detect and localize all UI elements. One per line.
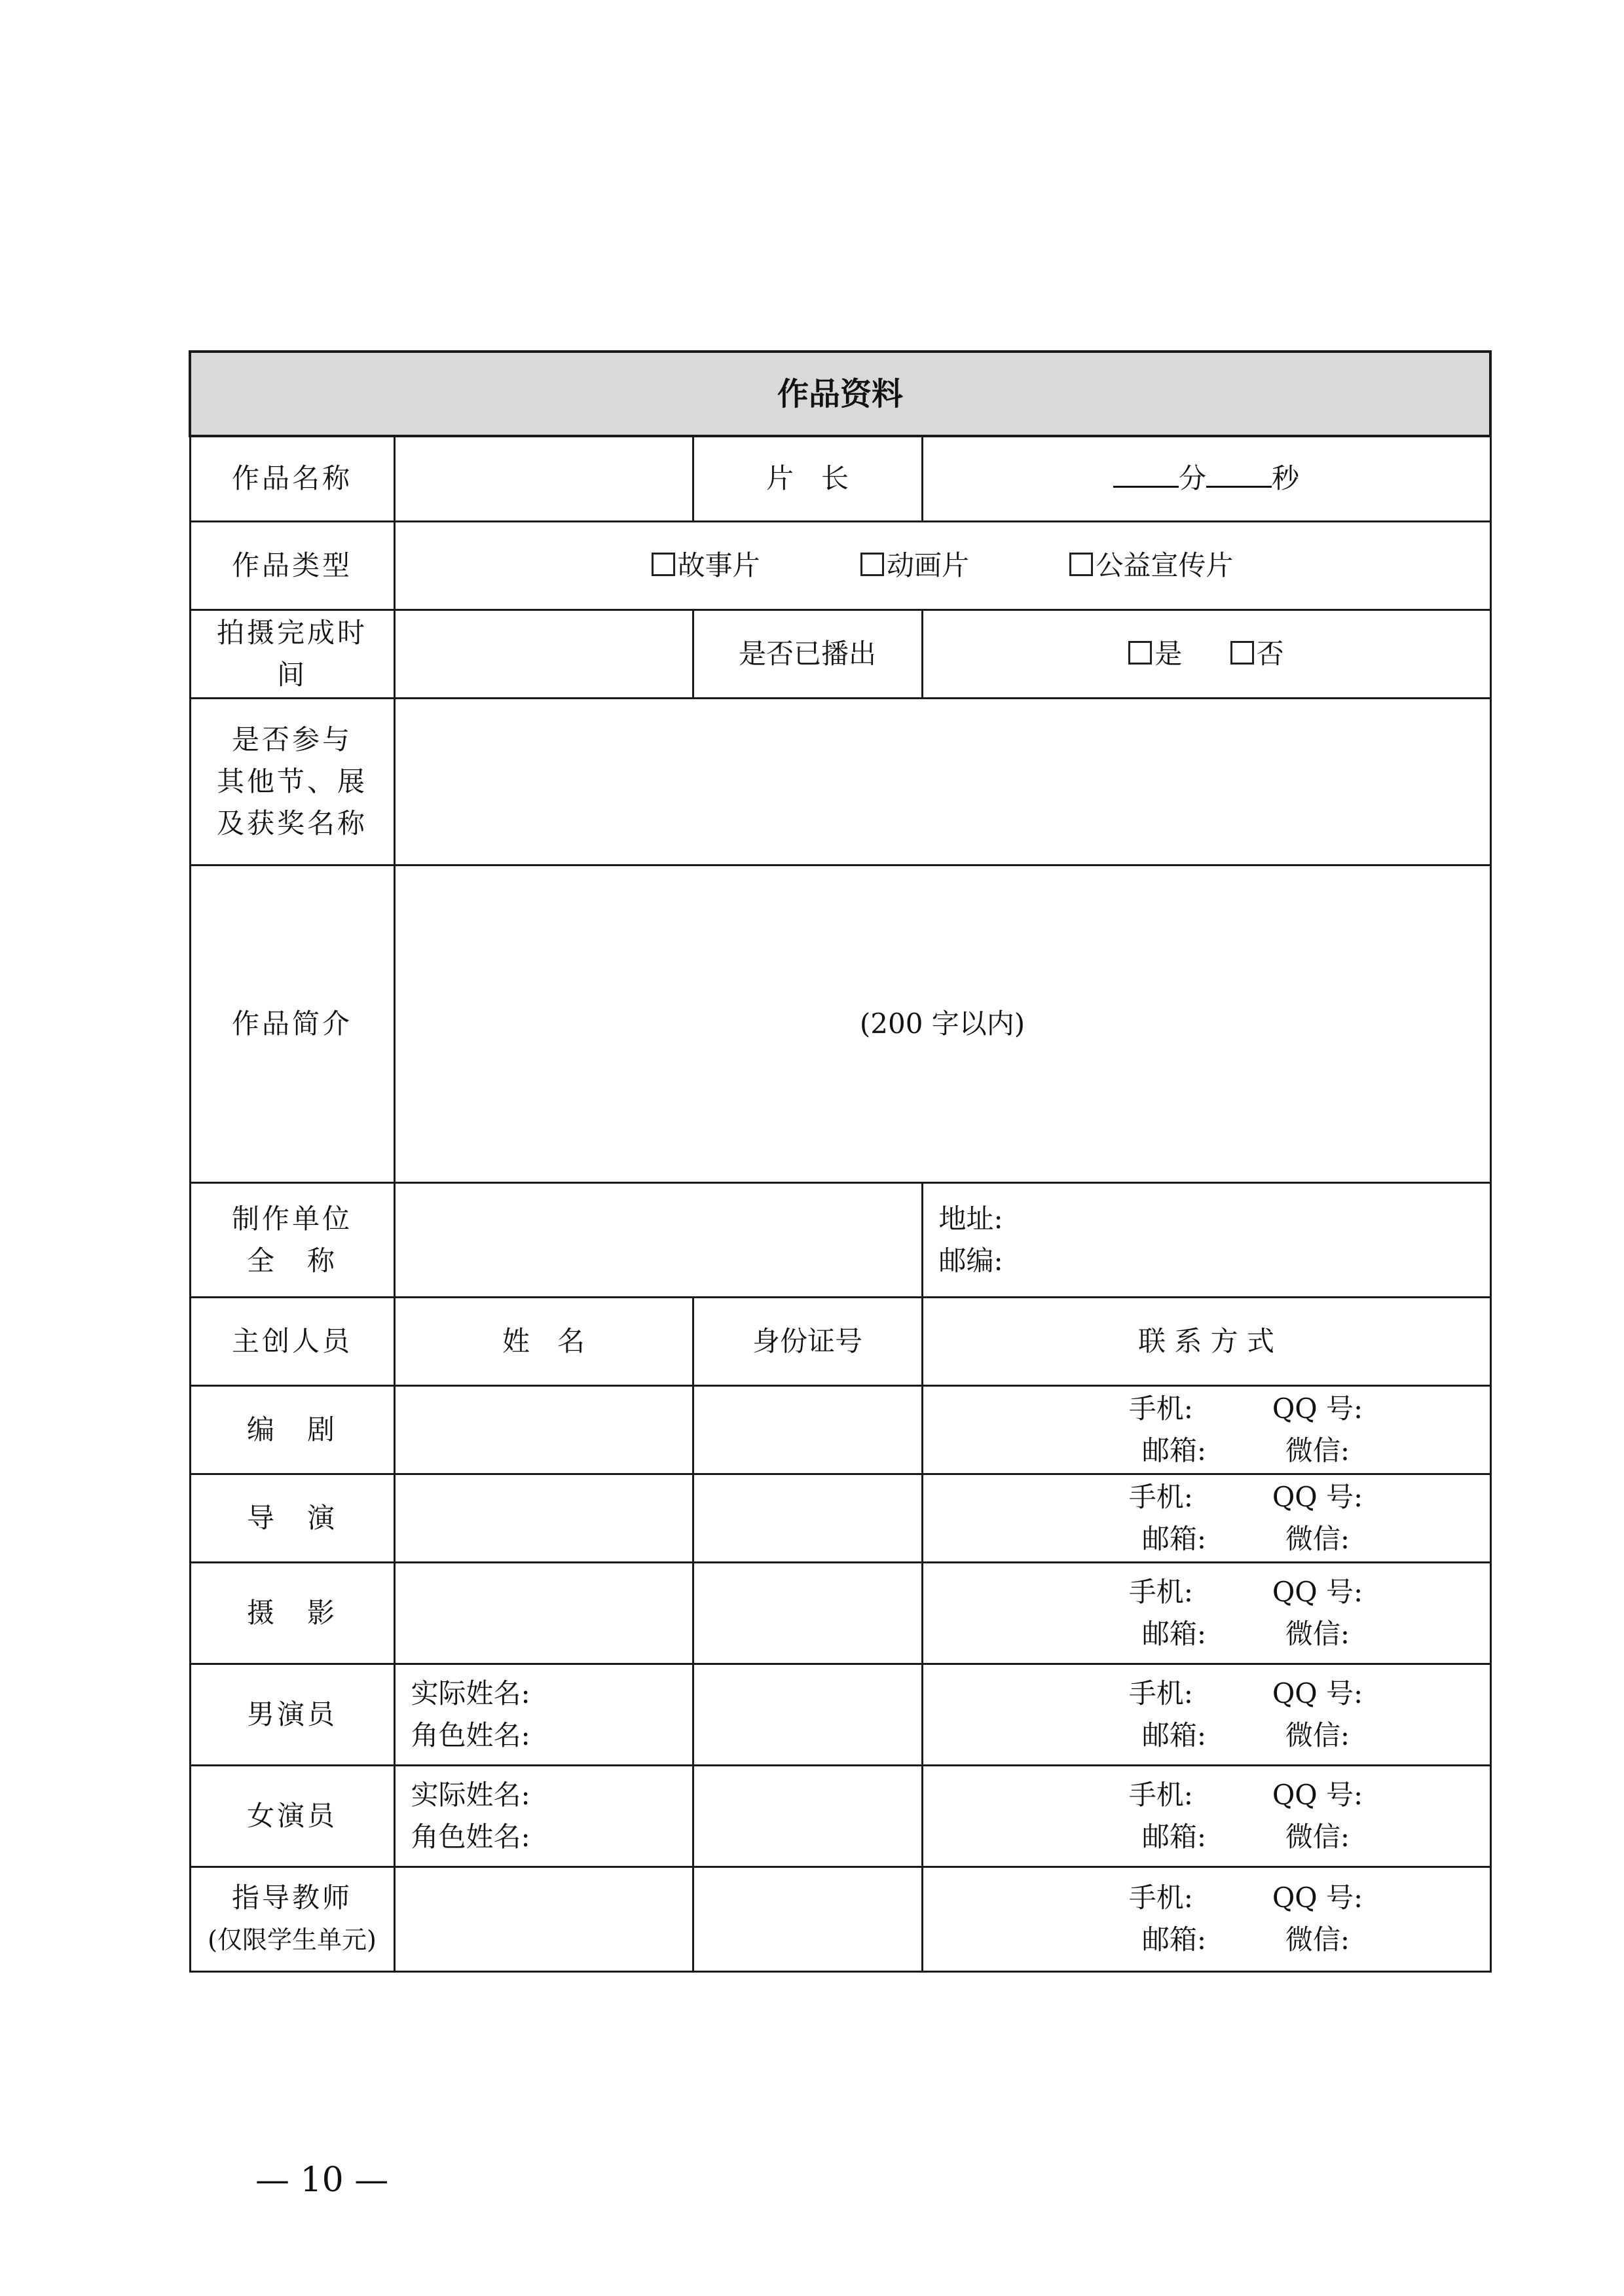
wechat-label: 微信:	[1285, 1522, 1350, 1555]
role-name-label: 角色姓名:	[411, 1719, 530, 1751]
contact-cell[interactable]	[922, 1474, 1490, 1562]
checkbox-icon[interactable]	[1230, 641, 1254, 665]
name-cell[interactable]	[394, 1562, 693, 1664]
contact-cell[interactable]	[922, 1385, 1490, 1474]
festival-label: 是否参与 其他节、展 及获奖名称	[190, 698, 394, 865]
name-cell[interactable]	[394, 1385, 693, 1474]
qq-label: QQ 号:	[1272, 1480, 1363, 1513]
email-label: 邮箱:	[1141, 1434, 1206, 1467]
role-label: 男演员	[190, 1664, 394, 1765]
minutes-blank[interactable]	[1113, 460, 1179, 488]
checkbox-icon[interactable]	[1128, 641, 1152, 665]
qq-label: QQ 号:	[1272, 1882, 1363, 1914]
wechat-label: 微信:	[1285, 1719, 1350, 1751]
email-label: 邮箱:	[1141, 1719, 1206, 1751]
aired-label: 是否已播出	[693, 610, 922, 698]
name-cell[interactable]	[394, 1765, 693, 1867]
phone-label: 手机:	[1128, 1392, 1193, 1425]
duration-field[interactable]	[922, 436, 1490, 521]
form-header-row	[190, 352, 1490, 436]
seconds-unit: 秒	[1272, 462, 1300, 495]
type-option-animation[interactable]: 动画片	[860, 545, 969, 587]
row-synopsis	[190, 865, 1490, 1182]
id-cell[interactable]	[693, 1867, 922, 1971]
wechat-label: 微信:	[1285, 1617, 1350, 1650]
email-label: 邮箱:	[1141, 1820, 1206, 1853]
shoot-time-label: 拍摄完成时间	[190, 610, 394, 698]
crew-row-actor	[190, 1664, 1490, 1765]
name-cell[interactable]	[394, 1867, 693, 1971]
id-cell[interactable]	[693, 1474, 922, 1562]
id-cell[interactable]	[693, 1562, 922, 1664]
address-label: 地址:	[938, 1202, 1003, 1235]
crew-row-cinematographer	[190, 1562, 1490, 1664]
phone-label: 手机:	[1128, 1677, 1193, 1709]
page-number: — 10 —	[255, 2160, 389, 2200]
type-options	[394, 521, 1490, 610]
aired-no-option[interactable]: 否	[1230, 633, 1284, 675]
id-cell[interactable]	[693, 1765, 922, 1867]
real-name-label: 实际姓名:	[411, 1677, 530, 1709]
type-option-psa[interactable]: 公益宣传片	[1069, 545, 1233, 587]
checkbox-icon[interactable]	[860, 553, 884, 576]
role-label: 指导教师 (仅限学生单元)	[190, 1867, 394, 1971]
work-info-form	[189, 350, 1492, 1973]
row-producer	[190, 1182, 1490, 1297]
real-name-label: 实际姓名:	[411, 1778, 530, 1811]
role-label: 编 剧	[190, 1385, 394, 1474]
email-label: 邮箱:	[1141, 1617, 1206, 1650]
name-cell[interactable]	[394, 1664, 693, 1765]
wechat-label: 微信:	[1285, 1434, 1350, 1467]
phone-label: 手机:	[1128, 1480, 1193, 1513]
row-type	[190, 521, 1490, 610]
row-shoot-time	[190, 610, 1490, 698]
qq-label: QQ 号:	[1272, 1778, 1363, 1811]
festival-field[interactable]	[394, 698, 1490, 865]
type-option-story[interactable]: 故事片	[652, 545, 760, 587]
producer-label: 制作单位 全 称	[190, 1182, 394, 1297]
role-name-label: 角色姓名:	[411, 1820, 530, 1853]
col-contact-header: 联 系 方 式	[922, 1297, 1490, 1385]
shoot-time-field[interactable]	[394, 610, 693, 698]
name-field[interactable]	[394, 436, 693, 521]
seconds-blank[interactable]	[1206, 460, 1272, 488]
contact-cell[interactable]	[922, 1765, 1490, 1867]
crew-header-row	[190, 1297, 1490, 1385]
qq-label: QQ 号:	[1272, 1677, 1363, 1709]
name-label: 作品名称	[190, 436, 394, 521]
qq-label: QQ 号:	[1272, 1575, 1363, 1608]
synopsis-field[interactable]	[394, 865, 1490, 1182]
crew-label: 主创人员	[190, 1297, 394, 1385]
crew-row-screenwriter	[190, 1385, 1490, 1474]
role-label: 女演员	[190, 1765, 394, 1867]
postcode-label: 邮编:	[938, 1244, 1003, 1277]
contact-cell[interactable]	[922, 1867, 1490, 1971]
phone-label: 手机:	[1128, 1882, 1193, 1914]
contact-cell[interactable]	[922, 1562, 1490, 1664]
form-title: 作品资料	[190, 352, 1490, 436]
minutes-unit: 分	[1178, 462, 1206, 495]
wechat-label: 微信:	[1285, 1923, 1350, 1956]
crew-row-director	[190, 1474, 1490, 1562]
id-cell[interactable]	[693, 1385, 922, 1474]
id-cell[interactable]	[693, 1664, 922, 1765]
col-id-header: 身份证号	[693, 1297, 922, 1385]
col-name-header: 姓 名	[394, 1297, 693, 1385]
wechat-label: 微信:	[1285, 1820, 1350, 1853]
crew-row-actress	[190, 1765, 1490, 1867]
role-label: 摄 影	[190, 1562, 394, 1664]
aired-yes-option[interactable]: 是	[1128, 633, 1182, 675]
type-label: 作品类型	[190, 521, 394, 610]
row-festival	[190, 698, 1490, 865]
producer-address-cell[interactable]	[922, 1182, 1490, 1297]
synopsis-label: 作品简介	[190, 865, 394, 1182]
duration-label: 片 长	[693, 436, 922, 521]
aired-options	[922, 610, 1490, 698]
qq-label: QQ 号:	[1272, 1392, 1363, 1425]
checkbox-icon[interactable]	[1069, 553, 1093, 576]
email-label: 邮箱:	[1141, 1522, 1206, 1555]
phone-label: 手机:	[1128, 1778, 1193, 1811]
phone-label: 手机:	[1128, 1575, 1193, 1608]
email-label: 邮箱:	[1141, 1923, 1206, 1956]
producer-field[interactable]	[394, 1182, 922, 1297]
name-cell[interactable]	[394, 1474, 693, 1562]
row-name	[190, 436, 1490, 521]
role-label: 导 演	[190, 1474, 394, 1562]
crew-row-instructor	[190, 1867, 1490, 1971]
contact-cell[interactable]	[922, 1664, 1490, 1765]
synopsis-hint: (200 字以内)	[859, 1007, 1025, 1040]
checkbox-icon[interactable]	[652, 553, 675, 576]
